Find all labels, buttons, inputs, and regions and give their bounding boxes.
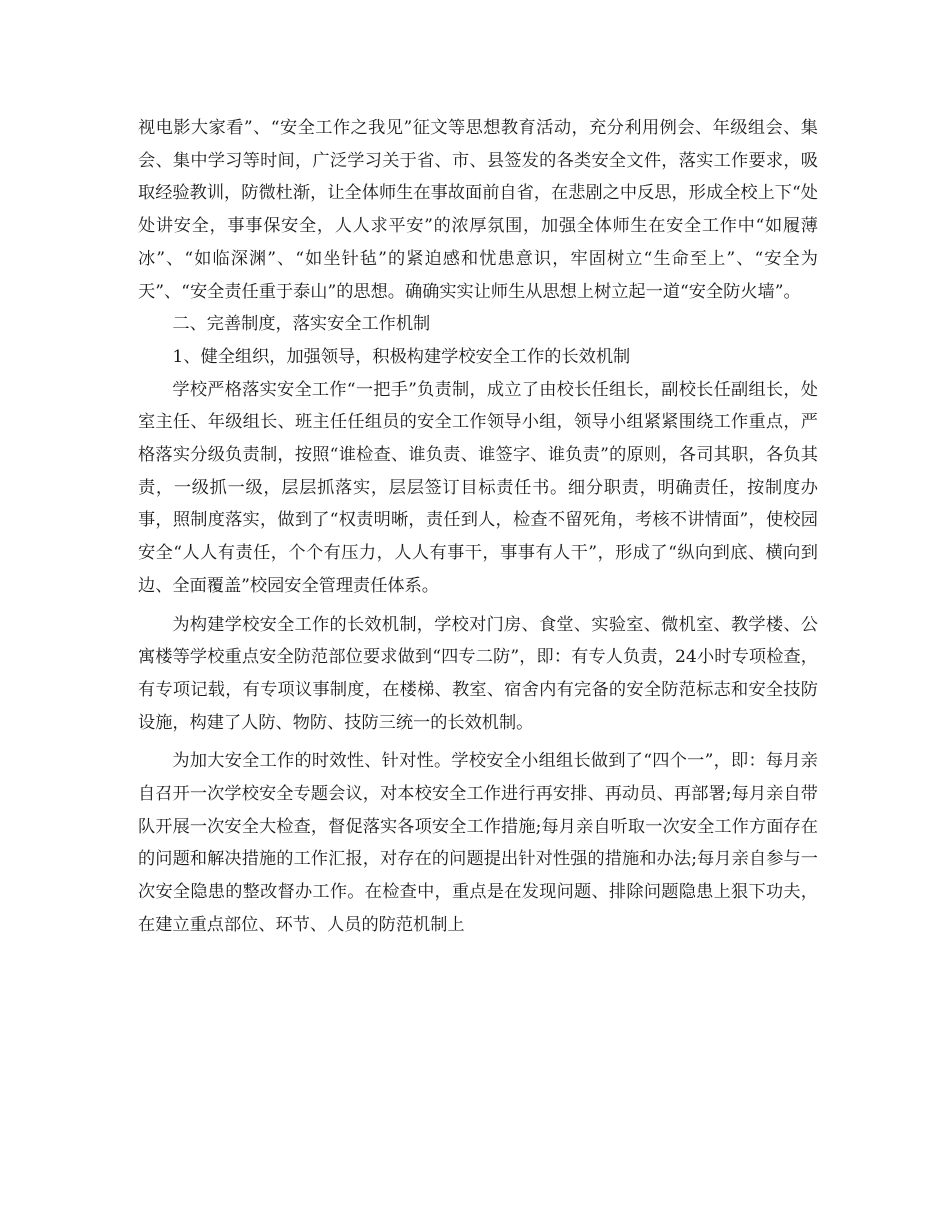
- paragraph-continued: 视电影大家看”、“安全工作之我见”征文等思想教育活动，充分利用例会、年级组会、集会、集中学习等时间，广泛学习关于省、市、县签发的各类安全文件，落实工作要求，吸取经验教训，防微杜渐，让全体师生在事故面前自省，在悲剧之中反思，形成全校上下“处处讲安全，事事保安全，人人求平安”的浓厚氛围，加强全体师生在安全工作中“如履薄冰”、“如临深渊”、“如坐针毡”的紧迫感和忧患意识，牢固树立“生命至上”、“安全为天”、“安全责任重于泰山”的思想。确确实实让师生从思想上树立起一道“安全防火墙”。: [138, 118, 818, 302]
- document-body: [138, 112, 818, 942]
- section-heading: 二、完善制度，落实安全工作机制: [172, 314, 431, 335]
- paragraph: 为加大安全工作的时效性、针对性。学校安全小组组长做到了“四个一”，即：每月亲自召开一次学校安全专题会议，对本校安全工作进行再安排、再动员、再部署;每月亲自带队开展一次安全大检查，督促落实各项安全工作措施;每月亲自听取一次安全工作方面存在的问题和解决措施的工作汇报，对存在的问题提出针对性强的措施和办法;每月亲自参与一次安全隐患的整改督办工作。在检查中，重点是在发现问题、排除问题隐患上狠下功夫，在建立重点部位、环节、人员的防范机制上: [138, 751, 818, 935]
- subsection-heading: 1、健全组织，加强领导，积极构建学校安全工作的长效机制: [172, 346, 631, 367]
- paragraph: 学校严格落实安全工作“一把手”负责制，成立了由校长任组长，副校长任副组长，处室主任、年级组长、班主任任组员的安全工作领导小组，领导小组紧紧围绕工作重点，严格落实分级负责制，按照“谁检查、谁负责、谁签字、谁负责”的原则，各司其职，各负其责，一级抓一级，层层抓落实，层层签订目标责任书。细分职责，明确责任，按制度办事，照制度落实，做到了“权责明晰，责任到人，检查不留死角，考核不讲情面”，使校园安全“人人有责任，个个有压力，人人有事干，事事有人干”，形成了“纵向到底、横向到边、全面覆盖”校园安全管理责任体系。: [138, 379, 818, 596]
- paragraph: 为构建学校安全工作的长效机制，学校对门房、食堂、实验室、微机室、教学楼、公寓楼等学校重点安全防范部位要求做到“四专二防”，即：有专人负责，24小时专项检查，有专项记载，有专项议事制度，在楼梯、教室、宿舍内有完备的安全防范标志和安全技防设施，构建了人防、物防、技防三统一的长效机制。: [138, 614, 818, 733]
